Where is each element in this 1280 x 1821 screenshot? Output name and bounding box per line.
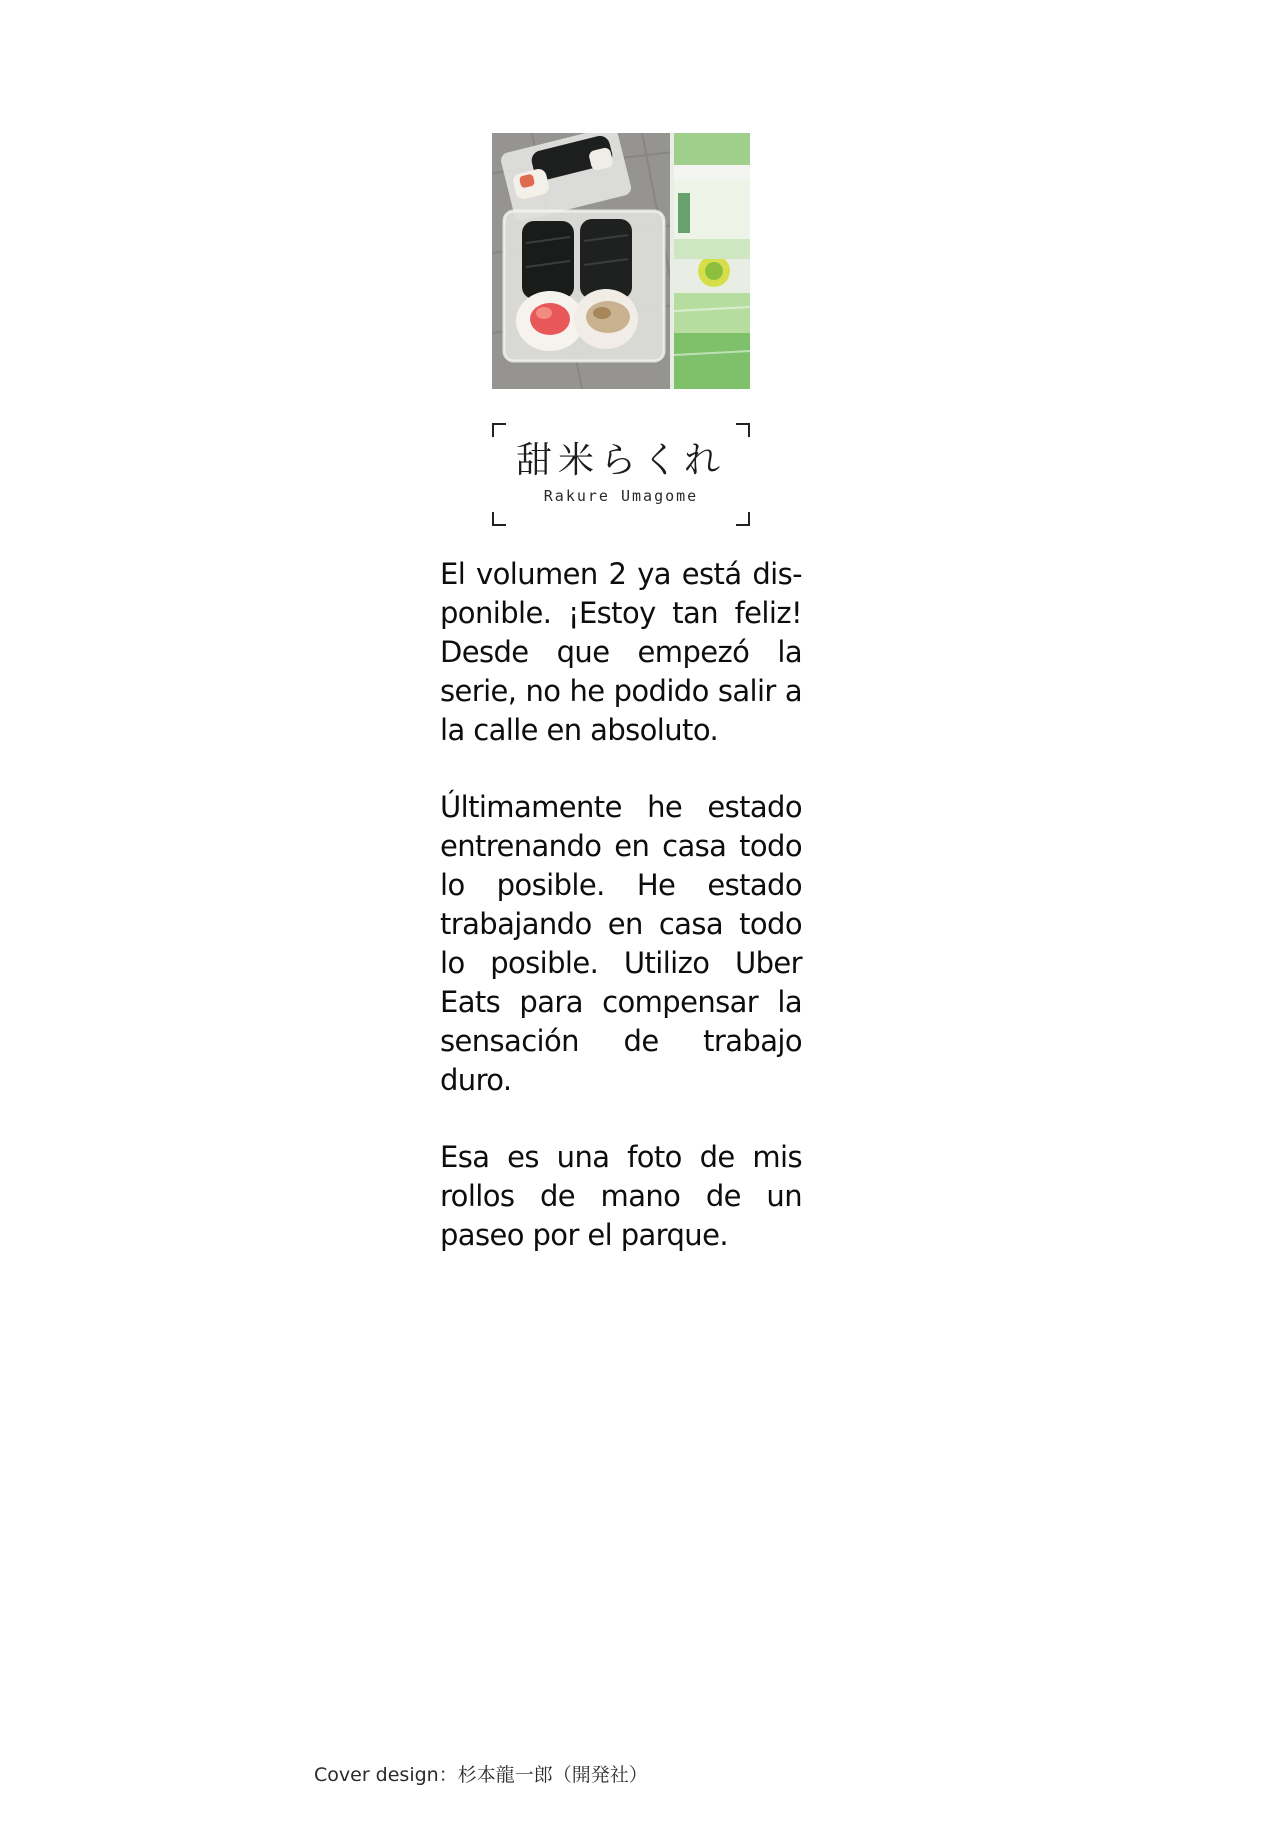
afterword-paragraph-2: Últimamente he estado entrenando en casa todo lo posible. He estado trabajando en casa todo lo posible. Utilizo Uber Eats para compensar la sensación de trabajo duro. (440, 790, 802, 1097)
afterword-paragraph-3: Esa es una foto de mis rollos de mano de un paseo por el parque. (440, 1140, 802, 1252)
bracket-corner-top-right (736, 423, 750, 437)
bracket-corner-bottom-left (492, 512, 506, 526)
bracket-corner-bottom-right (736, 512, 750, 526)
author-name-romaji: Rakure Umagome (543, 487, 699, 505)
cover-design-credit: Cover design：杉本龍一郎（開発社） (314, 1764, 648, 1786)
afterword-text (440, 555, 802, 1255)
author-logo (492, 423, 750, 526)
hand-rolls-photo-drawing (492, 133, 750, 389)
author-name-japanese: 甜米らくれ (515, 440, 726, 481)
bracket-corner-top-left (492, 423, 506, 437)
afterword-paragraph-1: El volumen 2 ya está dis-ponible. ¡Estoy tan feliz! Desde que empezó la serie, no he podido salir a la calle en absoluto. (440, 557, 802, 747)
hand-rolls-photo (492, 133, 750, 389)
